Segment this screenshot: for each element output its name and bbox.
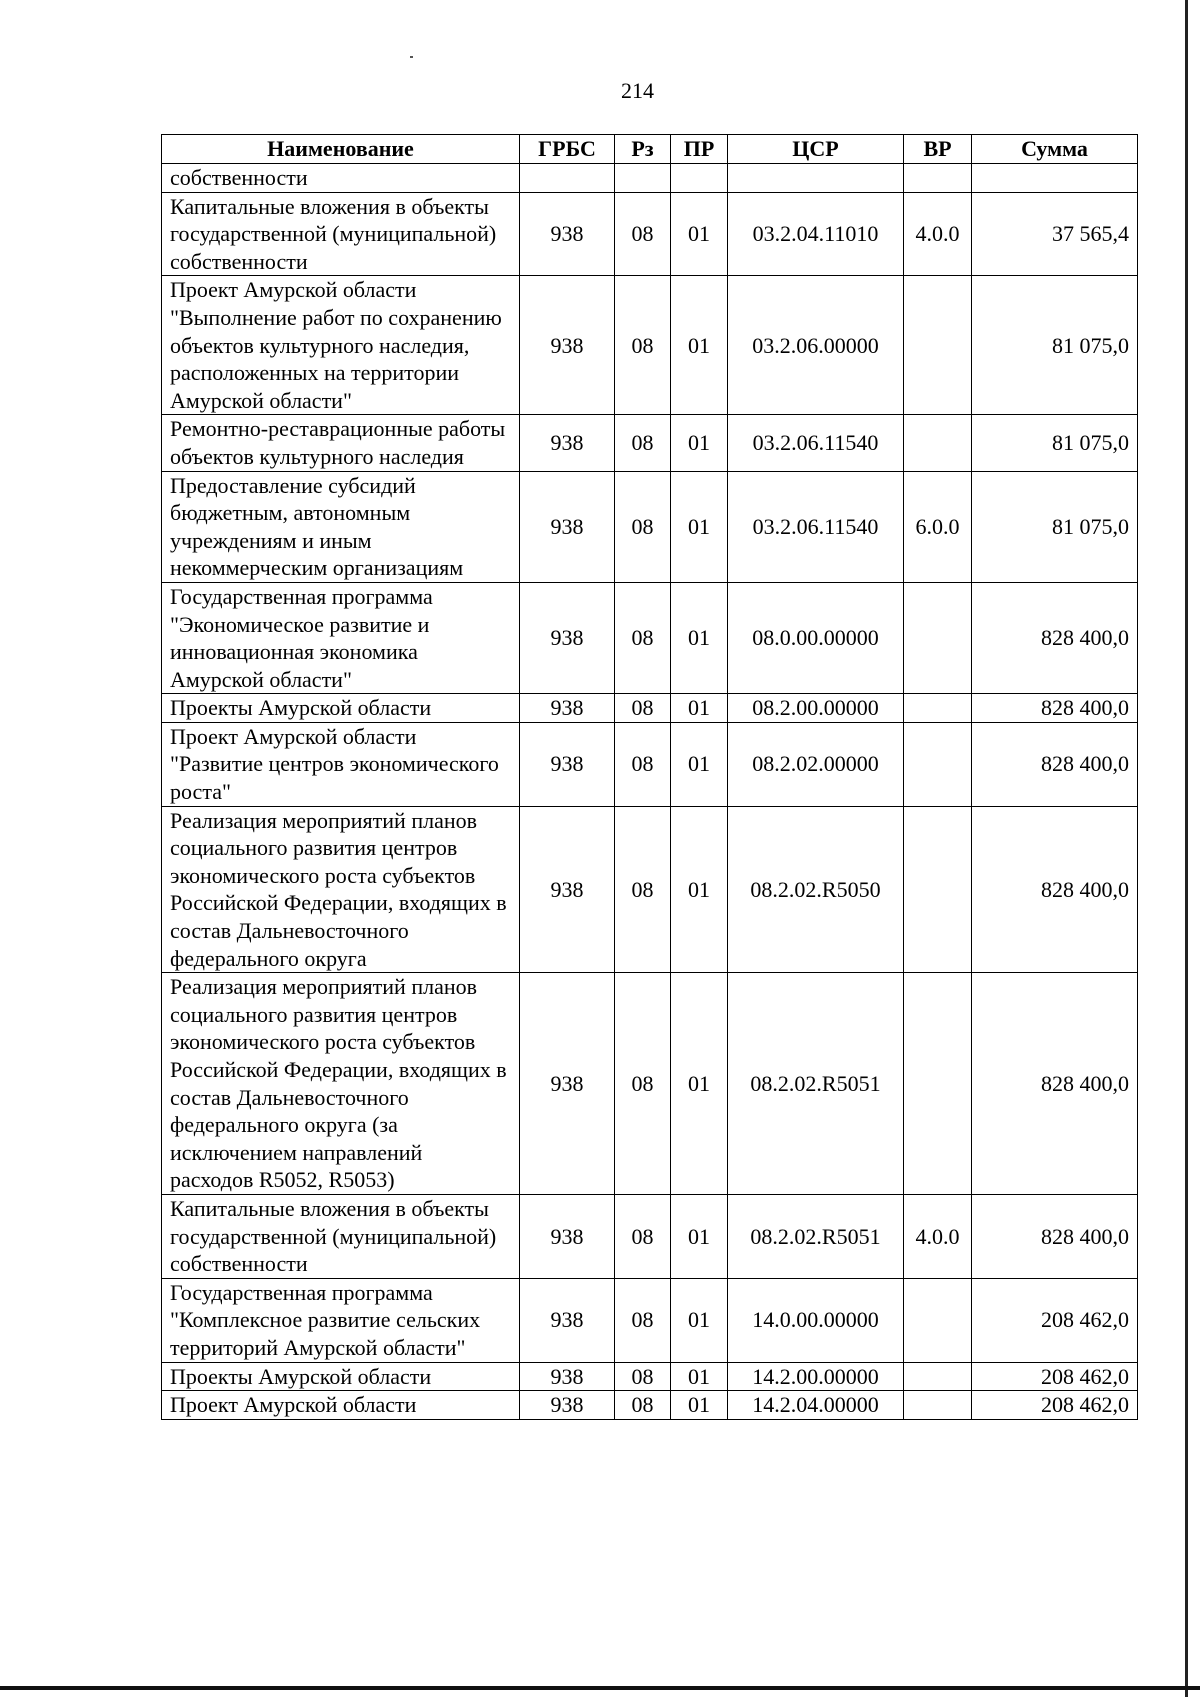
cell-name: собственности: [162, 164, 520, 193]
cell-sum: 828 400,0: [972, 722, 1138, 806]
cell-grbs: 938: [520, 806, 615, 973]
scan-edge-bottom: [0, 1686, 1200, 1690]
table-row: [162, 471, 1138, 582]
cell-rz: 08: [615, 276, 671, 415]
cell-sum: 828 400,0: [972, 806, 1138, 973]
table-header-row: [162, 135, 1138, 164]
table-row: [162, 1362, 1138, 1391]
cell-name: Проект Амурской области "Выполнение работ по сохранению объектов культурного наследия, расположенных на территории Амурской области": [162, 276, 520, 415]
cell-sum: 81 075,0: [972, 471, 1138, 582]
header-vr: ВР: [904, 135, 972, 164]
cell-grbs: 938: [520, 276, 615, 415]
cell-vr: [904, 276, 972, 415]
header-csr: ЦСР: [728, 135, 904, 164]
table-row: [162, 582, 1138, 693]
cell-vr: 4.0.0: [904, 192, 972, 276]
cell-pr: 01: [671, 694, 728, 723]
header-grbs: ГРБС: [520, 135, 615, 164]
cell-name: Капитальные вложения в объекты государственной (муниципальной) собственности: [162, 192, 520, 276]
cell-grbs: [520, 164, 615, 193]
cell-name: Предоставление субсидий бюджетным, автономным учреждениям и иным некоммерческим организациям: [162, 471, 520, 582]
table-row: [162, 276, 1138, 415]
cell-pr: 01: [671, 582, 728, 693]
cell-pr: 01: [671, 973, 728, 1195]
cell-pr: 01: [671, 722, 728, 806]
cell-vr: [904, 722, 972, 806]
cell-name: Проект Амурской области "Развитие центров экономического роста": [162, 722, 520, 806]
cell-sum: 208 462,0: [972, 1362, 1138, 1391]
cell-rz: 08: [615, 722, 671, 806]
cell-csr: 08.2.02.R5050: [728, 806, 904, 973]
cell-name: Проект Амурской области: [162, 1391, 520, 1420]
cell-vr: [904, 1391, 972, 1420]
cell-pr: 01: [671, 192, 728, 276]
cell-csr: 03.2.04.11010: [728, 192, 904, 276]
header-sum: Сумма: [972, 135, 1138, 164]
cell-vr: [904, 973, 972, 1195]
cell-rz: 08: [615, 694, 671, 723]
table-row: [162, 1391, 1138, 1420]
cell-csr: 08.2.02.R5051: [728, 973, 904, 1195]
cell-name: Капитальные вложения в объекты государственной (муниципальной) собственности: [162, 1194, 520, 1278]
cell-csr: 03.2.06.00000: [728, 276, 904, 415]
cell-pr: 01: [671, 1362, 728, 1391]
cell-vr: 4.0.0: [904, 1194, 972, 1278]
cell-grbs: 938: [520, 415, 615, 471]
header-name: Наименование: [162, 135, 520, 164]
cell-sum: 37 565,4: [972, 192, 1138, 276]
cell-name: Государственная программа "Экономическое развитие и инновационная экономика Амурской области": [162, 582, 520, 693]
cell-rz: 08: [615, 1362, 671, 1391]
cell-pr: 01: [671, 1391, 728, 1420]
cell-sum: 208 462,0: [972, 1278, 1138, 1362]
cell-vr: [904, 164, 972, 193]
cell-name: Реализация мероприятий планов социального развития центров экономического роста субъектов Российской Федерации, входящих в состав Дальневосточного федерального округа (за исключением направлений расходов R5052, R5053): [162, 973, 520, 1195]
table-row: [162, 415, 1138, 471]
cell-name: Проекты Амурской области: [162, 1362, 520, 1391]
cell-csr: 14.2.04.00000: [728, 1391, 904, 1420]
cell-sum: 208 462,0: [972, 1391, 1138, 1420]
header-rz: Рз: [615, 135, 671, 164]
cell-vr: [904, 694, 972, 723]
cell-csr: 08.0.00.00000: [728, 582, 904, 693]
cell-vr: 6.0.0: [904, 471, 972, 582]
cell-grbs: 938: [520, 582, 615, 693]
cell-grbs: 938: [520, 1391, 615, 1420]
cell-grbs: 938: [520, 1278, 615, 1362]
table-row: [162, 164, 1138, 193]
cell-sum: 828 400,0: [972, 973, 1138, 1195]
cell-csr: 08.2.02.R5051: [728, 1194, 904, 1278]
cell-grbs: 938: [520, 694, 615, 723]
cell-rz: 08: [615, 1278, 671, 1362]
cell-vr: [904, 582, 972, 693]
table-row: [162, 1194, 1138, 1278]
cell-rz: [615, 164, 671, 193]
cell-rz: 08: [615, 1391, 671, 1420]
cell-rz: 08: [615, 192, 671, 276]
cell-vr: [904, 1278, 972, 1362]
cell-rz: 08: [615, 471, 671, 582]
cell-grbs: 938: [520, 1194, 615, 1278]
cell-pr: 01: [671, 471, 728, 582]
cell-pr: 01: [671, 415, 728, 471]
budget-table: [161, 134, 1138, 1420]
cell-vr: [904, 1362, 972, 1391]
cell-name: Ремонтно-реставрационные работы объектов культурного наследия: [162, 415, 520, 471]
cell-sum: 828 400,0: [972, 694, 1138, 723]
table-row: [162, 192, 1138, 276]
table-row: [162, 722, 1138, 806]
cell-rz: 08: [615, 806, 671, 973]
cell-rz: 08: [615, 582, 671, 693]
cell-pr: [671, 164, 728, 193]
cell-name: Государственная программа "Комплексное развитие сельских территорий Амурской области": [162, 1278, 520, 1362]
cell-csr: 08.2.00.00000: [728, 694, 904, 723]
cell-rz: 08: [615, 415, 671, 471]
cell-grbs: 938: [520, 973, 615, 1195]
page-number: 214: [621, 78, 654, 103]
scan-speck: [410, 56, 413, 58]
cell-name: Реализация мероприятий планов социального развития центров экономического роста субъектов Российской Федерации, входящих в состав Дальневосточного федерального округа: [162, 806, 520, 973]
cell-grbs: 938: [520, 471, 615, 582]
cell-csr: 14.0.00.00000: [728, 1278, 904, 1362]
cell-csr: 14.2.00.00000: [728, 1362, 904, 1391]
cell-vr: [904, 415, 972, 471]
table-row: [162, 694, 1138, 723]
cell-name: Проекты Амурской области: [162, 694, 520, 723]
cell-sum: 81 075,0: [972, 415, 1138, 471]
cell-csr: 08.2.02.00000: [728, 722, 904, 806]
scan-edge-right: [1185, 0, 1188, 1697]
cell-sum: 81 075,0: [972, 276, 1138, 415]
table-row: [162, 973, 1138, 1195]
cell-rz: 08: [615, 973, 671, 1195]
table-row: [162, 1278, 1138, 1362]
cell-csr: 03.2.06.11540: [728, 415, 904, 471]
cell-rz: 08: [615, 1194, 671, 1278]
cell-pr: 01: [671, 1278, 728, 1362]
cell-pr: 01: [671, 1194, 728, 1278]
cell-csr: [728, 164, 904, 193]
cell-sum: 828 400,0: [972, 1194, 1138, 1278]
cell-grbs: 938: [520, 1362, 615, 1391]
cell-grbs: 938: [520, 722, 615, 806]
cell-sum: 828 400,0: [972, 582, 1138, 693]
cell-csr: 03.2.06.11540: [728, 471, 904, 582]
cell-sum: [972, 164, 1138, 193]
cell-vr: [904, 806, 972, 973]
cell-pr: 01: [671, 276, 728, 415]
table-row: [162, 806, 1138, 973]
cell-pr: 01: [671, 806, 728, 973]
cell-grbs: 938: [520, 192, 615, 276]
header-pr: ПР: [671, 135, 728, 164]
